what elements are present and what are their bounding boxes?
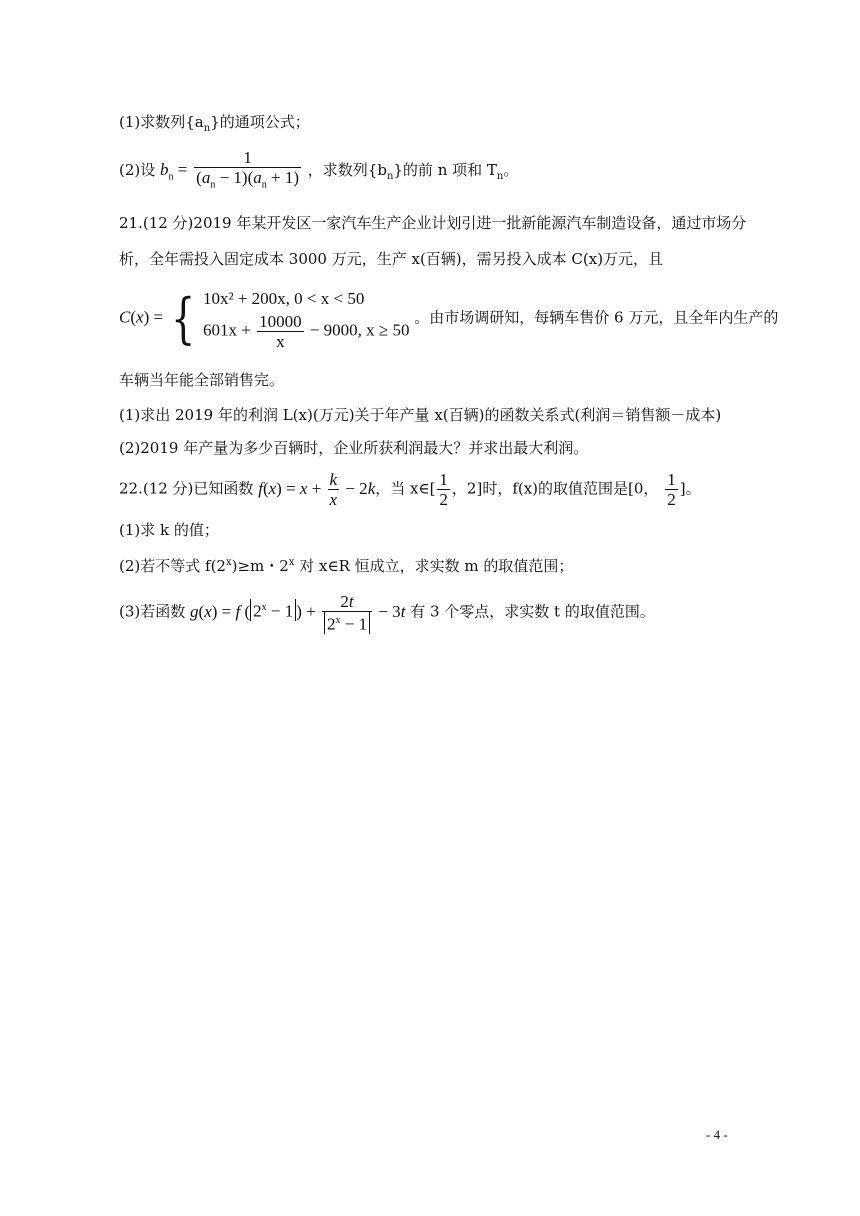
q20-part1: (1)求数列$\{a_n\}$的通项公式； (119, 113, 310, 134)
left-brace: { (170, 286, 196, 350)
q21-line4: 车辆当年能全部销售完。 (119, 371, 285, 389)
subscript-n: n (203, 123, 211, 134)
f-definition: f(x) = x + $\frac{k}{x}$ − 2k (258, 470, 376, 510)
q21-sub2: (2)2019 年产量为多少百辆时，企业所获利润最大？并求出最大利润。 (119, 439, 589, 457)
q22-sub2: (2)若不等式 $f(2^x)\ge m$・2$^x$ 对 x∈R 恒成立，求实数 m 的取值范围； (119, 557, 574, 575)
half-fraction-1: $\frac{1}{2}$ (439, 470, 448, 509)
case-2: 601x + $\frac{10000}{x}$ − 9000, x ≥ 50 (202, 312, 410, 351)
case-2-fraction: $\frac{10000}{x}$ (259, 312, 302, 351)
page-number: - 4 - (706, 1127, 728, 1142)
q22-sub1: (1)求 k 的值； (119, 521, 219, 539)
q21-sub1: (1)求出 2019 年的利润 L(x)(万元)关于年产量 x(百辆)的函数关系式(利润＝销售额－成本) (119, 406, 722, 424)
piecewise-cases (203, 286, 410, 351)
q21-line2: 析，全年需投入固定成本 3000 万元，生产 x(百辆)，需另投入成本 C(x)万元，且 (119, 250, 664, 268)
case-1: 10x² + 200x, 0 < x < 50 (202, 289, 365, 308)
half-fraction-2: $\frac{1}{2}$ (667, 470, 676, 509)
q22-sub3: (3)若函数 g(x) = f ( $2^x - 1$ ) + $\frac{2t}{2^x - 1}$ − 3t 有 3 个零点，求实数 t 的取值范围。 (119, 592, 655, 634)
g-definition: g(x) = f ( $2^x - 1$ ) + $\frac{2t}{2^x - 1}$ − 3t (190, 592, 406, 634)
q21-line1: 21.(12 分)2019 年某开发区一家汽车生产企业计划引进一批新能源汽车制造设备，通过市场分 (119, 214, 747, 232)
q22-line1: 22.(12 分)已知函数 f(x) = x + $\frac{k}{x}$ − 2k，当 x∈[ $\frac{1}{2}$ ，2]时，f(x)的取值范围是[0， $\frac{1}{2}$ ]。 (119, 470, 701, 510)
bn-fraction: $\frac{1}{(a_n - 1)(a_n + 1)}$ (196, 148, 299, 191)
b-n-symbol: $b_n$ = (160, 160, 188, 183)
q21-cost-formula: C(x) = { 10x² + 200x, 0 < x < 50 601x + $\frac{10000}{x}$ − 9000, x ≥ 50 。由市场调研知，每辆车售价 6 万元，且全年内生产的 (119, 286, 779, 351)
q20-part2: (2)设 $b_n$ = $\frac{1}{(a_n - 1)(a_n + 1)}$ ，求数列$\{b_n\}$的前 n 项和 $T_n$。 (119, 148, 518, 194)
